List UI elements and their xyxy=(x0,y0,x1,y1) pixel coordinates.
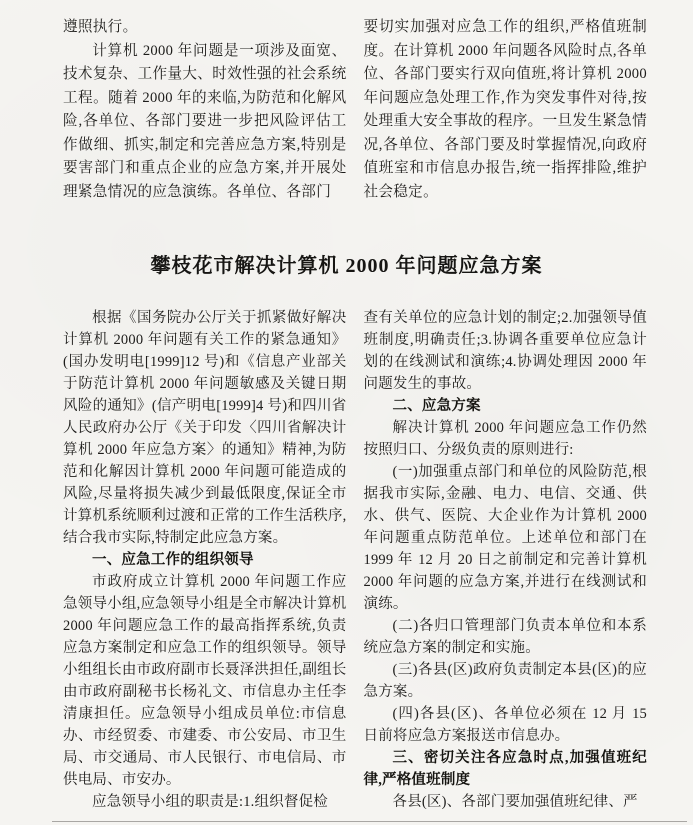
section-heading-1: 一、应急工作的组织领导 xyxy=(92,552,254,568)
paragraph: (三)各县(区)政府负责制定本县(区)的应急方案。 xyxy=(363,662,647,700)
paragraph: 要切实加强对应急工作的组织,严格值班制度。在计算机 2000 年问题各风险时点,各单位、各部门要实行双向值班,将计算机 2000 年问题应急处理工作,作为突发事件对待,按处理重大安全事故的程序。一旦发生紧急情况,各单位、各部门要及时掌握情况,向政府值班室和市信息办报告,统一指挥排险,维护社会稳定。 xyxy=(363,19,647,200)
paragraph: 查有关单位的应急计划的制定;2.加强领导值班制度,明确责任;3.协调各重要单位应急计划的在线测试和演练;4.协调处理因 2000 年问题发生的事故。 xyxy=(363,310,647,392)
continuation-right-column xyxy=(364,16,648,204)
paragraph: 解决计算机 2000 年问题应急工作仍然按照归口、分级负责的原则进行: xyxy=(363,420,647,458)
page-bottom-rule xyxy=(52,821,687,822)
continuation-section xyxy=(63,16,648,204)
paragraph: (二)各归口管理部门负责本单位和本系统应急方案的制定和实施。 xyxy=(363,618,647,656)
paragraph: 遵照执行。 xyxy=(63,19,138,35)
section-heading-2: 二、应急方案 xyxy=(392,398,481,414)
document-body-section xyxy=(63,307,648,819)
paragraph: 各县(区)、各部门要加强值班纪律、严 xyxy=(392,794,638,810)
paragraph: 根据《国务院办公厅关于抓紧做好解决计算机 2000 年问题有关工作的紧急通知》(国办发明电[1999]12 号)和《信息产业部关于防范计算机 2000 年问题敏感及关键日期风险的通知》(信产明电[1999]4 号)和四川省人民政府办公厅《关于印发〈四川省解决计算机 2000 年应急方案〉的通知》精神,为防范和化解因计算机 2000 年问题可能造成的风险,尽量将损失减少到最低限度,保证全市计算机系统顺利过渡和正常的工作生活秩序,结合我市实际,特制定此应急方案。 xyxy=(63,310,347,546)
paragraph: (一)加强重点部门和单位的风险防范,根据我市实际,金融、电力、电信、交通、供水、供气、医院、大企业作为计算机 2000 年问题重点防范单位。上述单位和部门在 1999 年 12 月 20 日之前制定和完善计算机 2000 年问题的应急方案,并进行在线测试和演练。 xyxy=(363,464,647,612)
continuation-left-column xyxy=(63,16,347,204)
paragraph: 应急领导小组的职责是:1.组织督促检 xyxy=(92,794,329,810)
section-heading-3: 三、密切关注各应急时点,加强值班纪律,严格值班制度 xyxy=(363,750,647,788)
document-title: 攀枝花市解决计算机 2000 年问题应急方案 xyxy=(150,255,543,277)
body-right-column xyxy=(364,307,648,819)
body-left-column xyxy=(63,307,347,819)
paragraph: 计算机 2000 年问题是一项涉及面宽、技术复杂、工作量大、时效性强的社会系统工程。随着 2000 年的来临,为防范和化解风险,各单位、各部门要进一步把风险评估工作做细、抓实,制定和完善应急方案,特别是要害部门和重点企业的应急方案,并开展处理紧急情况的应急演练。各单位、各部门 xyxy=(63,42,347,200)
paragraph: 市政府成立计算机 2000 年问题工作应急领导小组,应急领导小组是全市解决计算机 2000 年问题应急工作的最高指挥系统,负责应急方案制定和应急工作的组织领导。领导小组组长由市政府副市长聂泽洪担任,副组长由市政府副秘书长杨礼文、市信息办主任李清康担任。应急领导小组成员单位:市信息办、市经贸委、市建委、市公安局、市卫生局、市交通局、市人民银行、市电信局、市供电局、市安办。 xyxy=(63,574,347,788)
paragraph: (四)各县(区)、各单位必须在 12 月 15 日前将应急方案报送市信息办。 xyxy=(363,706,647,744)
